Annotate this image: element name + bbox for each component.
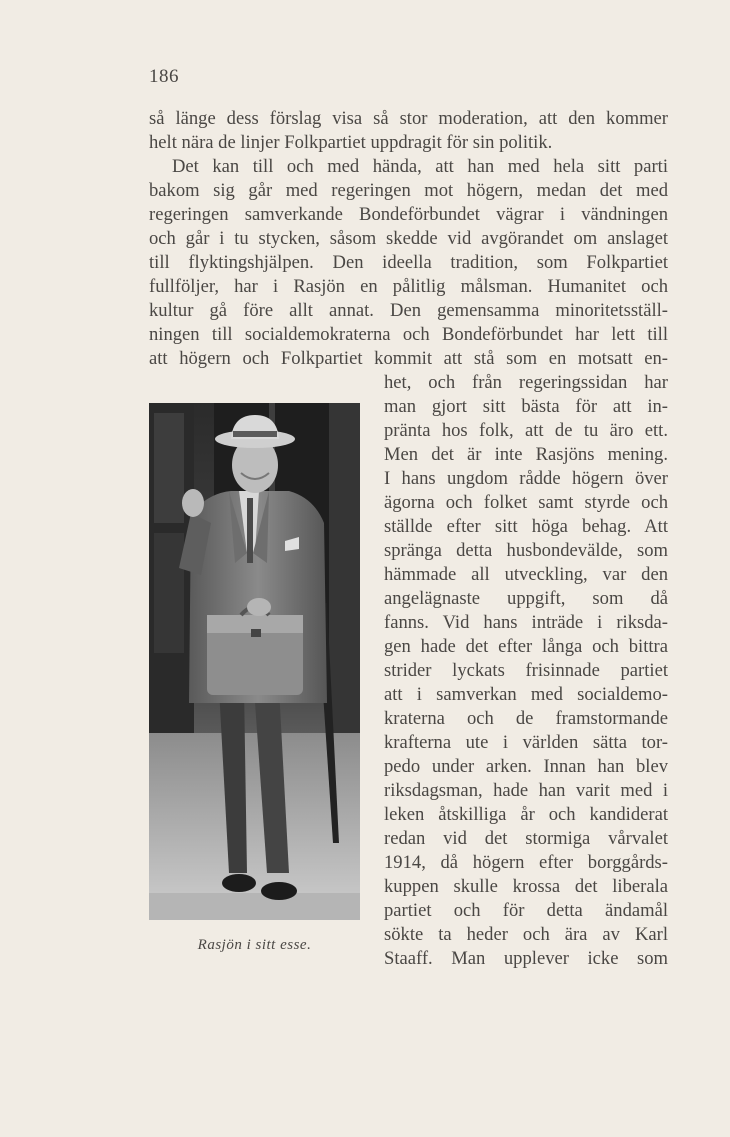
column-text-line: strider lyckats frisinnade partiet [384, 660, 668, 681]
text-line: bakom sig går med regeringen mot högern, medan det med [149, 180, 668, 201]
column-text-line: sökte ta heder och ära av Karl [384, 924, 668, 945]
column-text-line: pedo under arken. Innan han blev [384, 756, 668, 777]
column-text-line: 1914, då högern efter borggårds- [384, 852, 668, 873]
column-text-line: att i samverkan med socialdemo- [384, 684, 668, 705]
column-text-line: Men det är inte Rasjöns mening. [384, 444, 668, 465]
text-line: så länge dess förslag visa så stor moderation, att den kommer [149, 108, 668, 129]
column-text-line: kuppen skulle krossa det liberala [384, 876, 668, 897]
column-text-line: kraterna och de framstormande [384, 708, 668, 729]
text-line: regeringen samverkande Bondeförbundet vägrar i vändningen [149, 204, 668, 225]
column-text-line: redan vid det stormiga vårvalet [384, 828, 668, 849]
text-line: helt nära de linjer Folkpartiet uppdragit för sin politik. [149, 132, 553, 153]
column-text-line: gen hade det efter långa och bittra [384, 636, 668, 657]
column-text-line: leken åtskilliga år och kandiderat [384, 804, 668, 825]
text-line: fullföljer, har i Rasjön en pålitlig målsman. Humanitet och [149, 276, 668, 297]
column-text-line: I hans ungdom rådde högern över [384, 468, 668, 489]
column-text-line: ägorna och folket samt styrde och [384, 492, 668, 513]
column-text-line: pränta hos folk, att de tu äro ett. [384, 420, 668, 441]
column-text-line: man gjort sitt bästa för att in- [384, 396, 668, 417]
column-text-line: spränga detta husbondevälde, som [384, 540, 668, 561]
column-text-line: partiet och för detta ändamål [384, 900, 668, 921]
column-text-line: Staaff. Man upplever icke som [384, 948, 668, 969]
text-line: Det kan till och med hända, att han med hela sitt parti [172, 156, 668, 177]
column-text-line: hämmade all utveckling, var den [384, 564, 668, 585]
column-text-line: angelägnaste uppgift, som då [384, 588, 668, 609]
photograph [149, 403, 360, 920]
column-text-line: krafterna ute i världen sätta tor- [384, 732, 668, 753]
column-text-line: fanns. Vid hans inträde i riksda- [384, 612, 668, 633]
page-number: 186 [149, 66, 179, 87]
photo-caption: Rasjön i sitt esse. [197, 937, 312, 953]
column-text-line: ställde efter sitt höga behag. Att [384, 516, 668, 537]
column-text-line: het, och från regeringssidan har [384, 372, 668, 393]
text-line: att högern och Folkpartiet kommit att stå som en motsatt en- [149, 348, 668, 369]
text-line: kultur gå före allt annat. Den gemensamma minoritetsställ- [149, 300, 668, 321]
column-text-line: riksdagsman, hade han varit med i [384, 780, 668, 801]
text-line: till flyktingshjälpen. Den ideella tradition, som Folkpartiet [149, 252, 668, 273]
text-line: och går i tu stycken, såsom skedde vid avgörandet om anslaget [149, 228, 668, 249]
text-line: ningen till socialdemokraterna och Bondeförbundet har lett till [149, 324, 668, 345]
man-with-briefcase-photo [149, 403, 360, 920]
